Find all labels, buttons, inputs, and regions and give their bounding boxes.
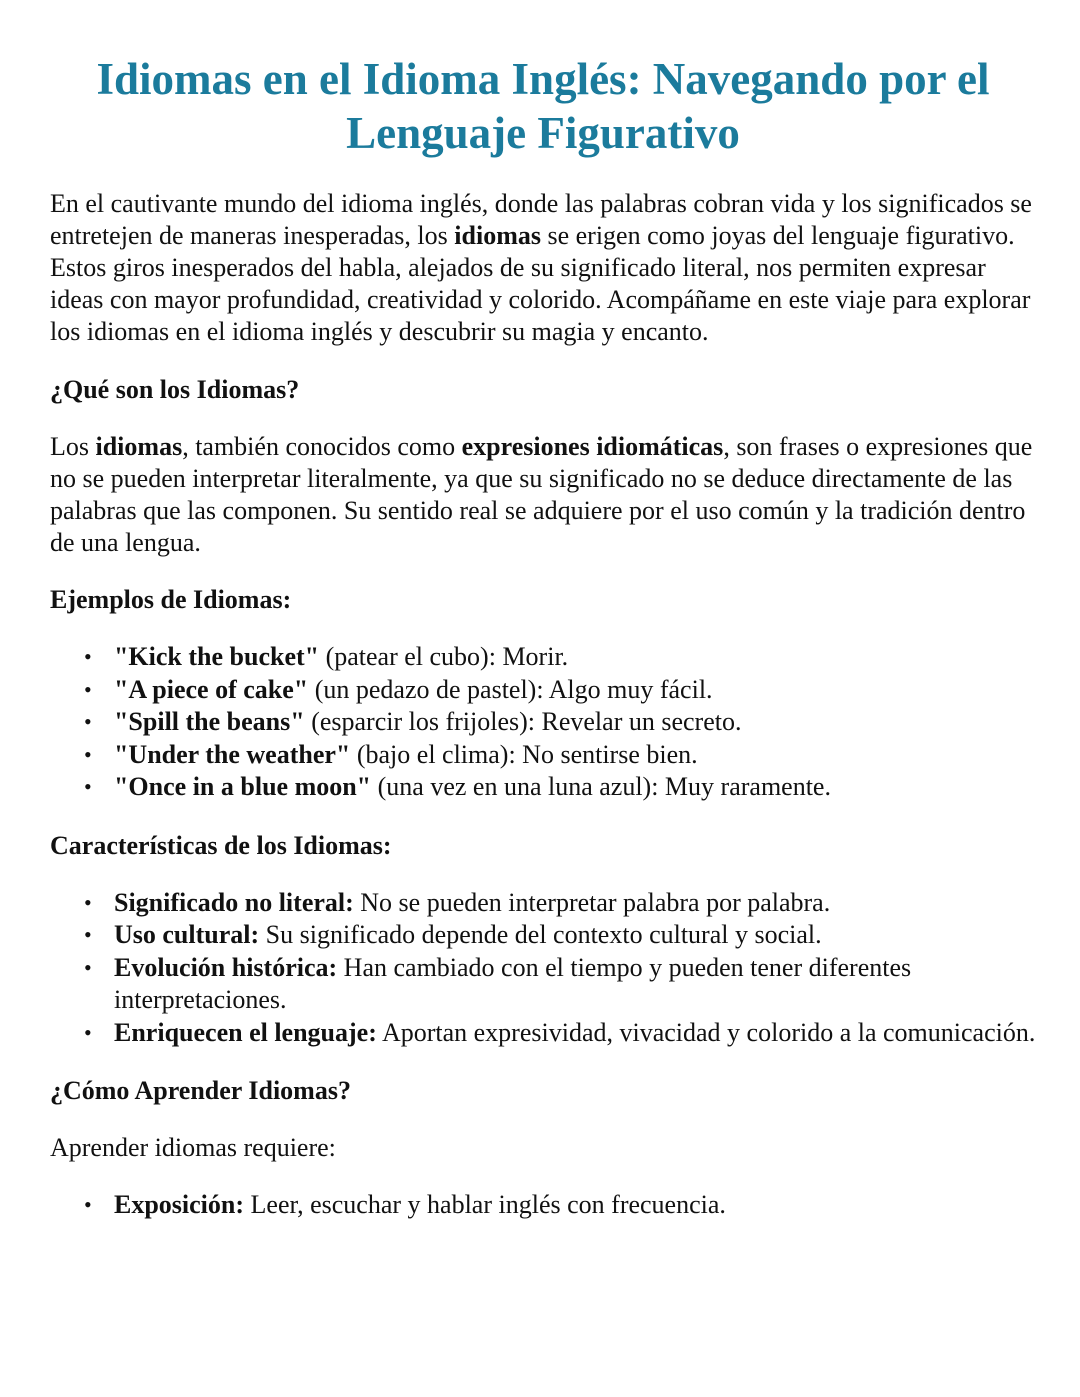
- heading-how-to-learn: ¿Cómo Aprender Idiomas?: [50, 1076, 351, 1105]
- feature-label: Significado no literal:: [114, 887, 354, 917]
- intro-text-end: se erigen como joyas del lenguaje figurativo. Estos giros inesperados del habla, alejados de su significado literal, nos permiten expresar ideas con mayor profundidad, creatividad y colorido. Acompáñame en este viaje para explorar los idiomas en el idioma inglés y descubrir su magia y encanto.: [50, 221, 1031, 346]
- definition-bold-2: expresiones idiomáticas: [461, 432, 724, 461]
- list-item: [114, 674, 1036, 707]
- list-item: [114, 887, 1036, 920]
- intro-text-start: En el cautivante mundo del idioma inglés, donde las palabras cobran vida y los significados se entretejen de maneras inesperadas, los: [50, 189, 1032, 250]
- list-item: [114, 1017, 1036, 1050]
- features-list: [50, 887, 1036, 1050]
- heading-examples: Ejemplos de Idiomas:: [50, 585, 292, 614]
- definition-text-3: , son frases o expresiones que no se pueden interpretar literalmente, ya que su significado no se deduce directamente de las palabras que las componen. Su sentido real se adquiere por el uso común y la tradición dentro de una lengua.: [50, 432, 1033, 557]
- list-item: [114, 952, 1036, 1017]
- list-item: [114, 706, 1036, 739]
- list-item: [114, 1189, 1036, 1222]
- definition-paragraph: [50, 431, 1036, 559]
- example-idiom: "Kick the bucket": [114, 642, 320, 671]
- example-idiom: "A piece of cake": [114, 674, 309, 704]
- example-meaning: (una vez en una luna azul): Muy raramente.: [371, 772, 831, 801]
- example-meaning: (bajo el clima): No sentirse bien.: [350, 739, 698, 769]
- learn-list: [50, 1189, 1036, 1222]
- feature-label: Evolución histórica:: [114, 952, 338, 982]
- list-item: [114, 771, 1036, 804]
- definition-bold-1: idiomas: [95, 432, 183, 461]
- list-item: [114, 641, 1036, 674]
- intro-bold-term: idiomas: [454, 221, 541, 250]
- examples-list: [50, 641, 1036, 804]
- definition-text-2: , también conocidos como: [182, 432, 462, 461]
- example-idiom: "Once in a blue moon": [114, 772, 372, 801]
- example-idiom: "Under the weather": [114, 739, 351, 769]
- example-meaning: (patear el cubo): Morir.: [319, 642, 569, 671]
- heading-what-are-idioms: ¿Qué son los Idiomas?: [50, 375, 300, 404]
- page-title: Idiomas en el Idioma Inglés: Navegando por el Lenguaje Figurativo: [96, 54, 990, 158]
- intro-paragraph: [50, 188, 1036, 348]
- example-meaning: (un pedazo de pastel): Algo muy fácil.: [308, 674, 713, 704]
- example-meaning: (esparcir los frijoles): Revelar un secreto.: [304, 707, 742, 736]
- learn-text: Leer, escuchar y hablar inglés con frecuencia.: [244, 1190, 726, 1219]
- learn-lead-paragraph: Aprender idiomas requiere:: [50, 1133, 336, 1162]
- example-idiom: "Spill the beans": [114, 707, 305, 736]
- feature-text: Han cambiado con el tiempo y pueden tener diferentes interpretaciones.: [114, 952, 912, 1014]
- list-item: [114, 739, 1036, 772]
- feature-label: Enriquecen el lenguaje:: [114, 1017, 377, 1047]
- feature-text: Su significado depende del contexto cultural y social.: [259, 920, 822, 949]
- heading-features: Características de los Idiomas:: [50, 830, 392, 860]
- list-item: [114, 919, 1036, 952]
- feature-text: Aportan expresividad, vivacidad y colorido a la comunicación.: [376, 1017, 1036, 1047]
- feature-text: No se pueden interpretar palabra por palabra.: [353, 887, 831, 917]
- learn-label: Exposición:: [114, 1190, 245, 1219]
- feature-label: Uso cultural:: [114, 920, 260, 949]
- definition-text-1: Los: [50, 432, 96, 461]
